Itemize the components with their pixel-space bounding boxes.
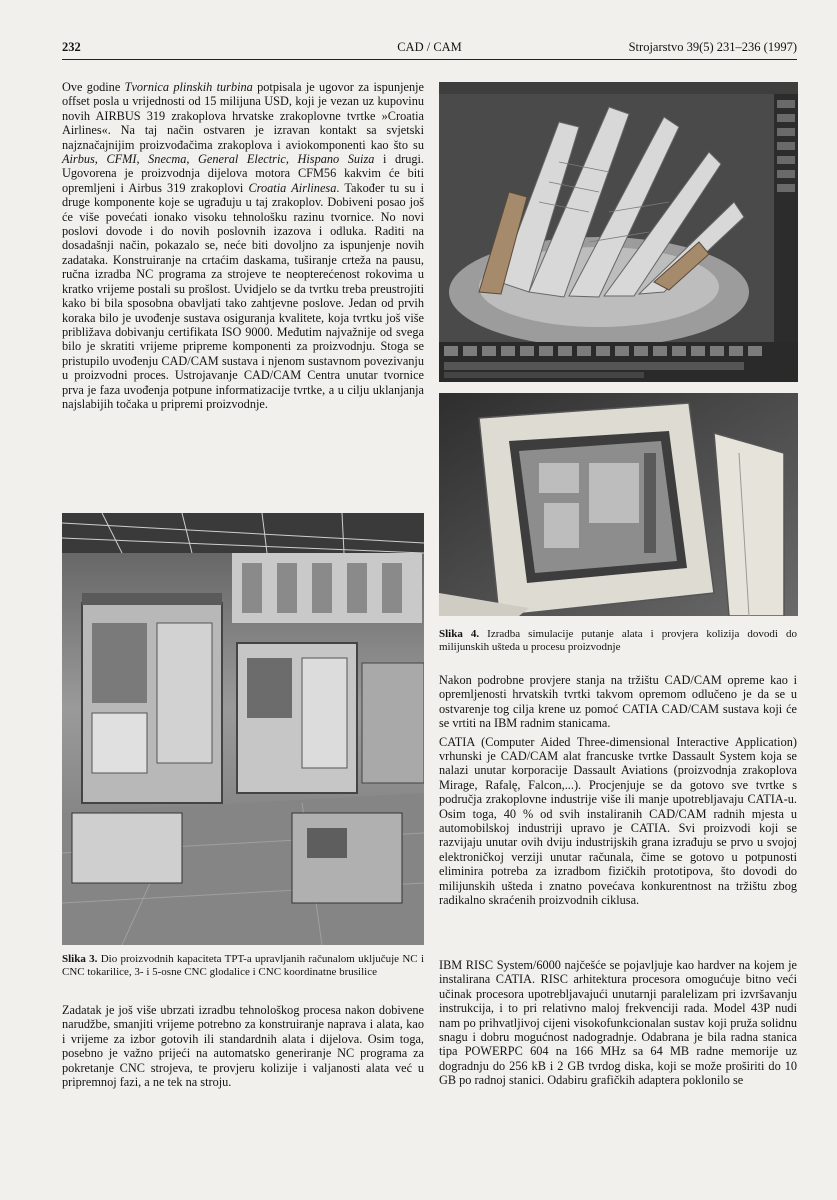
left-column-text bbox=[62, 80, 424, 415]
figure-3-caption bbox=[62, 953, 424, 979]
figure-4-label: Slika 4. bbox=[439, 628, 480, 640]
header-rule bbox=[62, 59, 797, 60]
airline-name: Croatia Airlinesa bbox=[248, 180, 337, 195]
cad-turbine-rendering bbox=[439, 82, 798, 382]
figure-3-factory-photo bbox=[62, 513, 424, 945]
paragraph bbox=[62, 80, 424, 411]
paragraph: Nakon podrobne provjere stanja na tržištu CAD/CAM opreme kao i opremljenosti hrvatskih tvrtki takvom opremom odlučeno je da se u ostvarenje tog cilja krene uz pomoć CATIA CAD/CAM sustava koji će se vrtiti na IBM radnim stanicama. bbox=[439, 673, 797, 731]
right-column-text bbox=[439, 673, 797, 912]
right-column-continued bbox=[439, 958, 797, 1092]
text-run: potpisala je ugovor za ispunjenje offset posla u vrijednosti od 15 milijuna USD, koji je vezan uz kupovinu novih AIRBUS 319 zrakoplova hrvatske zrakoplovne tvrtke »Croatia Airlines«. Na taj način ostvaren je izravan kontakt sa svjetski najznačajnijim proizvođačima zrakoplova i aviokomponenti kao što su bbox=[62, 80, 424, 152]
paragraph: Zadatak je još više ubrzati izradbu tehnološkog procesa nakon dobivene narudžbe, smanjiti vrijeme potrebno za konstruiranje naprava i alata, kao i vrijeme za izbor gotovih ili standardnih alata i dijelova. Osim toga, posebno je važno prijeći na automatsko generiranje NC programa za pokretanje CNC strojeva, te provjeru kolizije i valjanosti alata već u pripremnoj fazi, a ne tek na stroju. bbox=[62, 1003, 424, 1090]
manufacturer-list: Airbus, CFMI, Snecma, General Electric, Hispano Suiza bbox=[62, 152, 375, 167]
figure-4-caption bbox=[439, 628, 797, 654]
caption-text: Dio proizvodnih kapaciteta TPT-a upravljanih računalom uključuje NC i CNC tokarilice, 3- i 5-osne CNC glodalice i CNC koordinatne brusilice bbox=[62, 953, 424, 978]
figure-4-workstation-photo bbox=[439, 393, 798, 616]
paragraph: CATIA (Computer Aided Three-dimensional Interactive Application) vrhunski je CAD/CAM alat francuske tvrtke Dassault System koja se nalazi unutar korporacije Dassault Aviations (proizvodnja zrakoplova Mirage, Rafalę, Falcon,...). Procjenjuje se da gotovo sve tvrtke s područja zrakoplovne industrije više ili manje upotrebljavaju CATIA-u. Osim toga, 40 % od svih instaliranih CAD/CAM radnih mjesta u automobilskoj industriji upravo je CATIA. Svi proizvodi koji se razvijaju unutar ovih dviju industrijskih grana izrađuju se prvo u svojoj elektroničkoj verziji unutar računala, čime se gotovo u potpunosti eliminira potreba za izradbom fizičkih prototipova, što dovodi do milijunskih ušteda i znatno povećava konkurentnost na tržištu zbog radikalno skraćenih proizvodnih ciklusa. bbox=[439, 734, 797, 908]
text-run: . Također tu su i druge komponente koje se ugrađuju u taj zrakoplov. Dobiveni posao još će više povećati ionako visoku tehnološku razinu tvornice. No novi poslovi dovode i do novih poslovnih izazova i odluka. Raditi na dosadašnji način, pokazalo se, neće biti dovoljno za ispunjenje novih zadataka. Konstruiranje na crtaćim daskama, tuširanje crteža na pausu, ručna izradba NC programa za strojeve te neopterećenost rokovima u kratko vrijeme postali su prošlost. Uvidjelo se da tvrtku treba preustrojiti kako bi bila sposobna obavljati tako zahtjevne poslove. Jedan od prvih koraka bilo je uvođenje sustava osiguranja kvalitete, koja tvrtku još više približava dobivanju certifikata ISO 9000. Međutim najvažnije od svega bilo je skratiti vrijeme pripreme komponenti za proizvodnju. Stoga se pristupilo uvođenju CAD/CAM sustava i njenom sustavnom povezivanju u proizvodni proces. Ustrojavanje CAD/CAM Centra unutar tvornice prva je faza uvođenja potpune informatizacije tvrtke, a u cilju uklanjanja najslabijih točaka u pripremi proizvodnje. bbox=[62, 180, 425, 411]
figure-3-label: Slika 3. bbox=[62, 953, 98, 965]
left-column-continued bbox=[62, 1003, 424, 1093]
paragraph: IBM RISC System/6000 najčešće se pojavljuje kao hardver na kojem je instalirana CATIA. RISC arhitektura procesora omogućuje bitno veći učinak procesora upotrebljavajući unutarnji paralelizam pri izvršavanju instrukcija, i to pri relativno maloj frekvenciji rada. Model 43P nudi nam po prihvatljivoj cijeni visokofunkcionalan sustav koji pruža solidnu snagu i dobru mogućnost nadogradnje. Odabrana je bila radna stanica tipa POWERPC 604 na 166 MHz sa 64 MB radne memorije uz dogradnju do 256 kB i 2 GB tvrdog diska, koji se može proširiti do 10 GB po radnoj stanici. Odabiru grafičkih adaptera poklonilo se bbox=[439, 958, 797, 1088]
page-number: 232 bbox=[62, 40, 81, 54]
company-name: Tvornica plinskih turbina bbox=[124, 80, 253, 94]
journal-reference: Strojarstvo 39(5) 231–236 (1997) bbox=[628, 40, 797, 54]
text-run: i drugi. Ugovorena je proizvodnja dijelova motora CFM56 kakvim će biti opremljeni i Airbus 319 zrakoplovi bbox=[62, 152, 424, 195]
text-run: Ove godine bbox=[62, 80, 125, 94]
section-title: CAD / CAM bbox=[397, 40, 462, 54]
caption-text: Izradba simulacije putanje alata i provjera kolizija dovodi do milijunskih ušteda u procesu proizvodnje bbox=[439, 628, 797, 653]
running-header bbox=[62, 38, 797, 58]
